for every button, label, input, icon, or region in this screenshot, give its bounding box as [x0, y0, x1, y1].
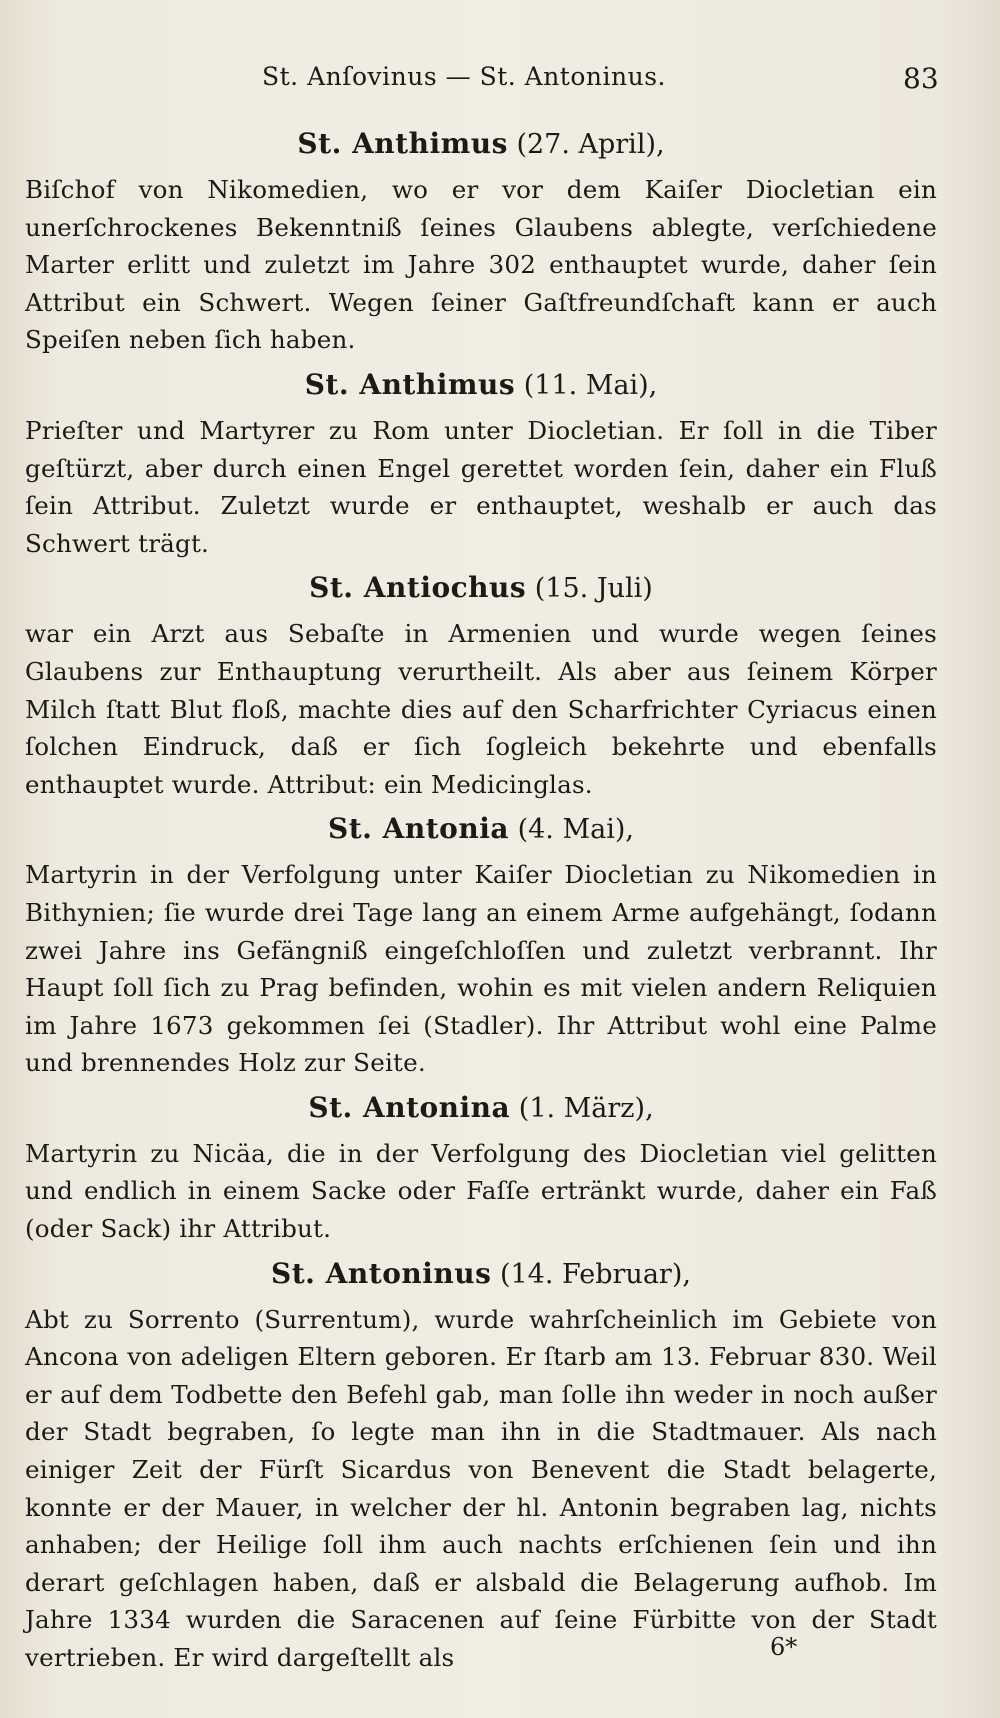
entry-antoninus	[25, 1254, 937, 1677]
entry-antonina	[25, 1088, 937, 1248]
entry-text: Martyrin in der Verfolgung unter Kaiſer Diocletian zu Nikomedien in Bithynien; ſie wurde drei Tage lang an einem Arme aufgehängt, ſodann zwei Jahre ins Gefängniß eingeſchloſſen und zuletzt verbrannt. Ihr Haupt ſoll ſich zu Prag befinden, wohin es mit vielen andern Reliquien im Jahre 1673 gekommen ſei (Stadler). Ihr Attribut wohl eine Palme und brennendes Holz zur Seite.	[25, 860, 937, 1078]
entry-text: Prieſter und Martyrer zu Rom unter Diocletian. Er ſoll in die Tiber geſtürzt, aber durch einen Engel gerettet worden ſein, daher ein Fluß ſein Attribut. Zuletzt wurde er enthauptet, weshalb er auch das Schwert trägt.	[25, 415, 937, 558]
saint-name: St. Anthimus	[297, 127, 508, 160]
entry-anthimus-may	[25, 365, 937, 562]
feast-date: (1. März),	[518, 1092, 654, 1124]
feast-date: (15. Juli)	[534, 573, 653, 605]
entry-heading	[25, 568, 937, 609]
saint-name: St. Antonia	[328, 812, 509, 846]
entry-heading	[25, 1254, 937, 1295]
saint-name: St. Anthimus	[304, 367, 516, 401]
entry-heading	[25, 809, 937, 850]
feast-date: (11. Mai),	[523, 369, 658, 401]
page-number: 83	[903, 62, 939, 95]
signature-mark: 6*	[770, 1633, 798, 1661]
saint-name: St. Antiochus	[309, 571, 527, 605]
feast-date: (27. April),	[516, 129, 665, 160]
entry-text: Martyrin zu Nicäa, die in der Verfolgung des Diocletian viel gelitten und endlich in einem Sacke oder Faſſe ertränkt wurde, daher ein Faß (oder Sack) ihr Attribut.	[25, 1138, 937, 1244]
entry-antonia	[25, 809, 937, 1082]
saint-name: St. Antoninus	[271, 1256, 492, 1290]
running-head	[0, 62, 1000, 102]
entry-text: Abt zu Sorrento (Surrentum), wurde wahrſcheinlich im Gebiete von Ancona von adeligen Eltern geboren. Er ſtarb am 13. Februar 830. Weil er auf dem Todbette den Befehl gab, man ſolle ihn weder in noch außer der Stadt begraben, ſo legte man ihn in die Stadtmauer. Als nach einiger Zeit der Fürſt Sicardus von Benevent die Stadt belagerte, konnte er der Mauer, in welcher der hl. Antonin begraben lag, nichts anhaben; der Heilige ſoll ihm auch nachts erſchienen ſein und ihn derart geſchlagen haben, daß er alsbald die Belagerung aufhob. Im Jahre 1334 wurden die Saracenen auf ſeine Fürbitte von der Stadt vertrieben. Er wird dargeſtellt als	[25, 1304, 937, 1672]
entry-heading	[25, 365, 937, 406]
body-text	[25, 118, 937, 1677]
entry-text: war ein Arzt aus Sebaſte in Armenien und wurde wegen ſeines Glaubens zur Enthauptung verurtheilt. Als aber aus ſeinem Körper Milch ſtatt Blut floß, machte dies auf den Scharfrichter Cyriacus einen ſolchen Eindruck, daß er ſich ſogleich bekehrte und ebenfalls enthauptet wurde. Attribut: ein Medicinglas.	[25, 619, 937, 799]
feast-date: (14. Februar),	[499, 1258, 691, 1290]
running-title: St. Anſovinus — St. Antoninus.	[262, 62, 666, 91]
saint-name: St. Antonina	[308, 1090, 511, 1124]
feast-date: (4. Mai),	[517, 814, 634, 846]
entry-antiochus	[25, 568, 937, 803]
entry-anthimus-april	[25, 124, 937, 359]
entry-text: Biſchof von Nikomedien, wo er vor dem Kaiſer Diocletian ein unerſchrockenes Bekenntniß ſeines Glaubens ablegte, verſchiedene Marter erlitt und zuletzt im Jahre 302 enthauptet wurde, daher ſein Attribut ein Schwert. Wegen ſeiner Gaſtfreundſchaft kann er auch Speiſen neben ſich haben.	[25, 175, 937, 355]
entry-heading	[25, 124, 937, 165]
entry-heading	[25, 1088, 937, 1129]
